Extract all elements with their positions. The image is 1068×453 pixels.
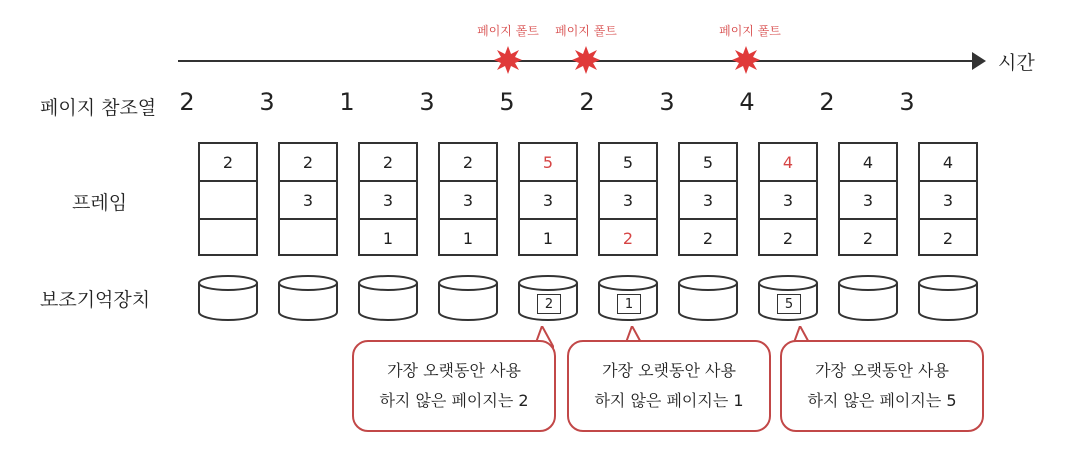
storage-disk xyxy=(437,274,499,322)
frame-column xyxy=(918,142,978,256)
frame-cell: 2 xyxy=(622,228,634,248)
frame-cell: 3 xyxy=(360,182,416,220)
frame-column xyxy=(198,142,258,256)
page-fault-burst-icon xyxy=(572,46,600,74)
disk-icon xyxy=(677,274,739,322)
reference-item: 3 xyxy=(899,88,915,116)
frame-cell xyxy=(280,220,336,256)
frame-cell: 3 xyxy=(760,182,816,220)
frame-cell xyxy=(200,220,256,256)
frame-cell: 2 xyxy=(440,144,496,182)
reference-item: 4 xyxy=(739,88,755,116)
frame-column xyxy=(278,142,338,256)
storage-disk xyxy=(917,274,979,322)
frame-column xyxy=(678,142,738,256)
frame-cell: 4 xyxy=(840,144,896,182)
frame-cell: 1 xyxy=(382,228,394,248)
storage-disk xyxy=(197,274,259,322)
bubble-line: 하지 않은 페이지는 5 xyxy=(807,391,957,410)
reference-item: 3 xyxy=(259,88,275,116)
page-fault-burst-icon xyxy=(494,46,522,74)
frame-cell: 4 xyxy=(760,144,816,182)
reference-item: 2 xyxy=(579,88,595,116)
frame-cell: 1 xyxy=(462,228,474,248)
bubble-line: 가장 오랫동안 사용 xyxy=(602,361,736,380)
frame-cell: 2 xyxy=(942,228,954,248)
speech-bubble xyxy=(567,340,771,432)
timeline-arrow-icon xyxy=(972,52,986,70)
bubble-line: 하지 않은 페이지는 1 xyxy=(594,391,744,410)
bubble-line: 하지 않은 페이지는 2 xyxy=(379,391,529,410)
reference-item: 2 xyxy=(819,88,835,116)
bubble-line: 가장 오랫동안 사용 xyxy=(815,361,949,380)
reference-item: 3 xyxy=(659,88,675,116)
disk-icon xyxy=(437,274,499,322)
frame-cell: 2 xyxy=(360,144,416,182)
frame-cell xyxy=(200,182,256,220)
frame-cell: 2 xyxy=(200,144,256,182)
reference-string-label: 페이지 참조열 xyxy=(40,97,157,119)
frame-cell: 2 xyxy=(702,228,714,248)
storage-disk xyxy=(757,274,819,322)
frame-cell: 3 xyxy=(600,182,656,220)
timeline-label: 시간 xyxy=(998,52,1035,74)
frame-column xyxy=(358,142,418,256)
frame-cell: 5 xyxy=(520,144,576,182)
frame-cell: 3 xyxy=(440,182,496,220)
frame-cell: 3 xyxy=(680,182,736,220)
page-fault-burst-icon xyxy=(732,46,760,74)
frame-cell: 2 xyxy=(862,228,874,248)
storage-disk xyxy=(277,274,339,322)
frame-column xyxy=(518,142,578,256)
page-fault-label: 페이지 폴트 xyxy=(719,24,781,38)
disk-icon xyxy=(837,274,899,322)
frame-cell: 3 xyxy=(280,182,336,220)
storage-disk xyxy=(677,274,739,322)
stored-page: 2 xyxy=(537,294,561,314)
reference-item: 5 xyxy=(499,88,515,116)
secondary-storage-label: 보조기억장치 xyxy=(40,289,151,311)
frame-cell: 4 xyxy=(920,144,976,182)
frame-cell: 3 xyxy=(920,182,976,220)
frame-cell: 2 xyxy=(280,144,336,182)
disk-icon xyxy=(197,274,259,322)
frame-column xyxy=(598,142,658,256)
disk-icon xyxy=(917,274,979,322)
bubble-line: 가장 오랫동안 사용 xyxy=(387,361,521,380)
reference-item: 1 xyxy=(339,88,355,116)
frame-cell: 5 xyxy=(600,144,656,182)
reference-item: 2 xyxy=(179,88,195,116)
stored-page: 5 xyxy=(777,294,801,314)
page-fault-label: 페이지 폴트 xyxy=(555,24,617,38)
speech-bubble xyxy=(780,340,984,432)
reference-item: 3 xyxy=(419,88,435,116)
frames-label: 프레임 xyxy=(72,192,128,214)
frame-column xyxy=(838,142,898,256)
frame-cell: 2 xyxy=(782,228,794,248)
stored-page: 1 xyxy=(617,294,641,314)
frame-cell: 5 xyxy=(680,144,736,182)
storage-disk xyxy=(517,274,579,322)
frame-column xyxy=(758,142,818,256)
speech-bubble xyxy=(352,340,556,432)
disk-icon xyxy=(277,274,339,322)
page-fault-label: 페이지 폴트 xyxy=(477,24,539,38)
frame-cell: 1 xyxy=(542,228,554,248)
frame-cell: 3 xyxy=(520,182,576,220)
disk-icon xyxy=(357,274,419,322)
storage-disk xyxy=(597,274,659,322)
storage-disk xyxy=(357,274,419,322)
frame-column xyxy=(438,142,498,256)
frame-cell: 3 xyxy=(840,182,896,220)
storage-disk xyxy=(837,274,899,322)
